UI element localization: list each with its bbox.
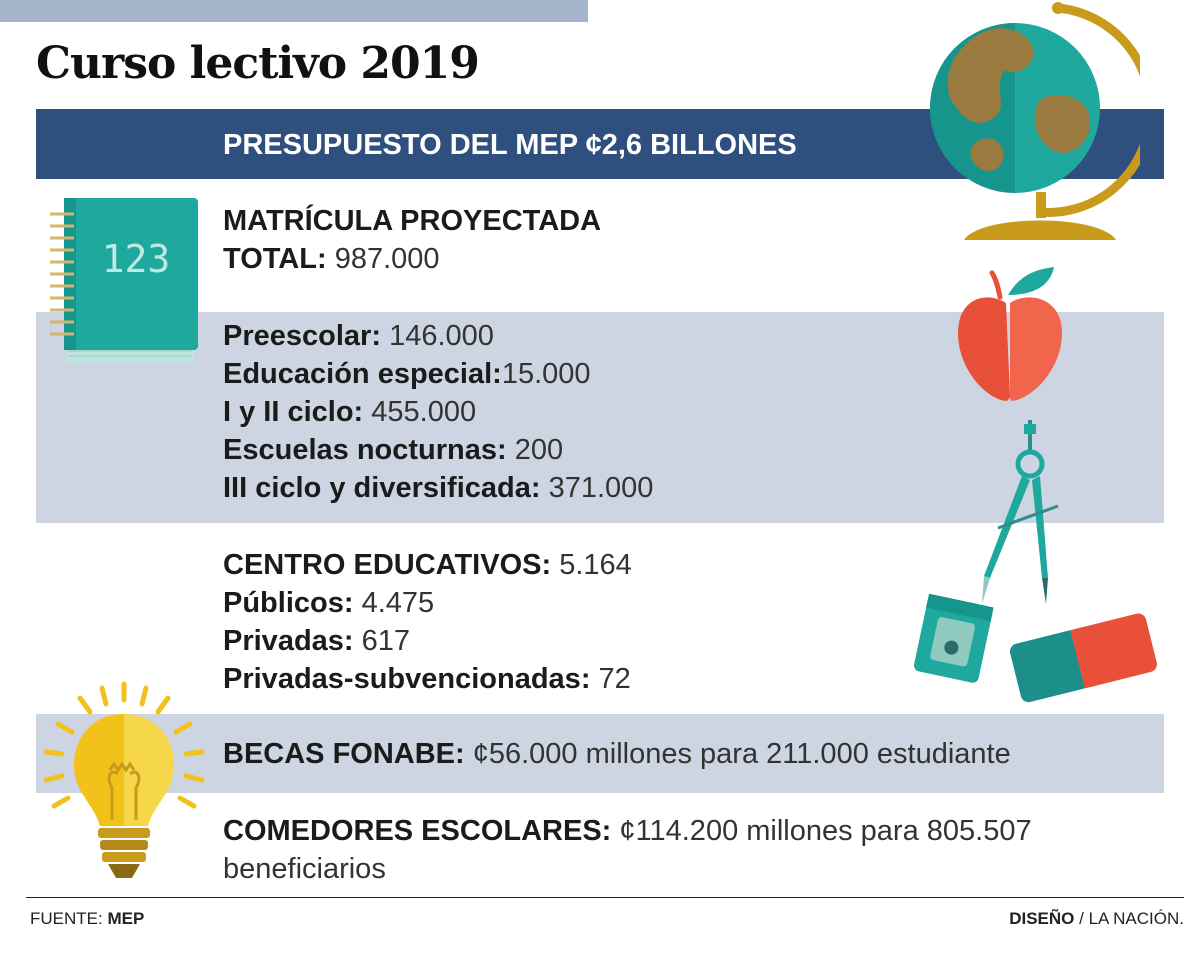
compass-icon [968,418,1068,608]
centros-publicos: Públicos: 4.475 [223,587,435,619]
matricula-heading: MATRÍCULA PROYECTADA [223,205,602,237]
page-title: Curso lectivo 2019 [36,38,479,89]
centros-block [223,546,632,698]
centros-privadas: Privadas: 617 [223,625,411,657]
becas-line: BECAS FONABE: ¢56.000 millones para 211.000 estudiante [223,738,1011,770]
centros-total: CENTRO EDUCATIVOS: 5.164 [223,549,632,581]
apple-icon [952,265,1072,405]
level-iii-ciclo: III ciclo y diversificada: 371.000 [223,472,654,504]
footer-source: FUENTE: MEP [30,909,145,928]
footer-credit: DISEÑO / LA NACIÓN. [1009,909,1184,928]
sharpener-icon [912,592,996,688]
level-educacion-especial: Educación especial:15.000 [223,358,591,390]
footer-divider [26,897,1184,898]
lightbulb-icon [36,680,212,886]
centros-subvencionadas: Privadas-subvencionadas: 72 [223,663,631,695]
level-preescolar: Preescolar: 146.000 [223,320,494,352]
top-accent-bar [0,0,588,22]
comedores-line: COMEDORES ESCOLARES: ¢114.200 millones para 805.507 beneficiarios [223,815,1032,885]
eraser-icon [1002,600,1162,704]
notebook-label: 123 [101,237,171,281]
matricula-total: TOTAL: 987.000 [223,243,440,275]
budget-text: PRESUPUESTO DEL MEP ¢2,6 BILLONES [223,129,797,161]
level-escuelas-nocturnas: Escuelas nocturnas: 200 [223,434,564,466]
notebook-icon [46,196,202,368]
levels-block [223,317,653,507]
globe-icon [920,0,1140,245]
level-i-ii-ciclo: I y II ciclo: 455.000 [223,396,477,428]
matricula-block [223,202,601,278]
